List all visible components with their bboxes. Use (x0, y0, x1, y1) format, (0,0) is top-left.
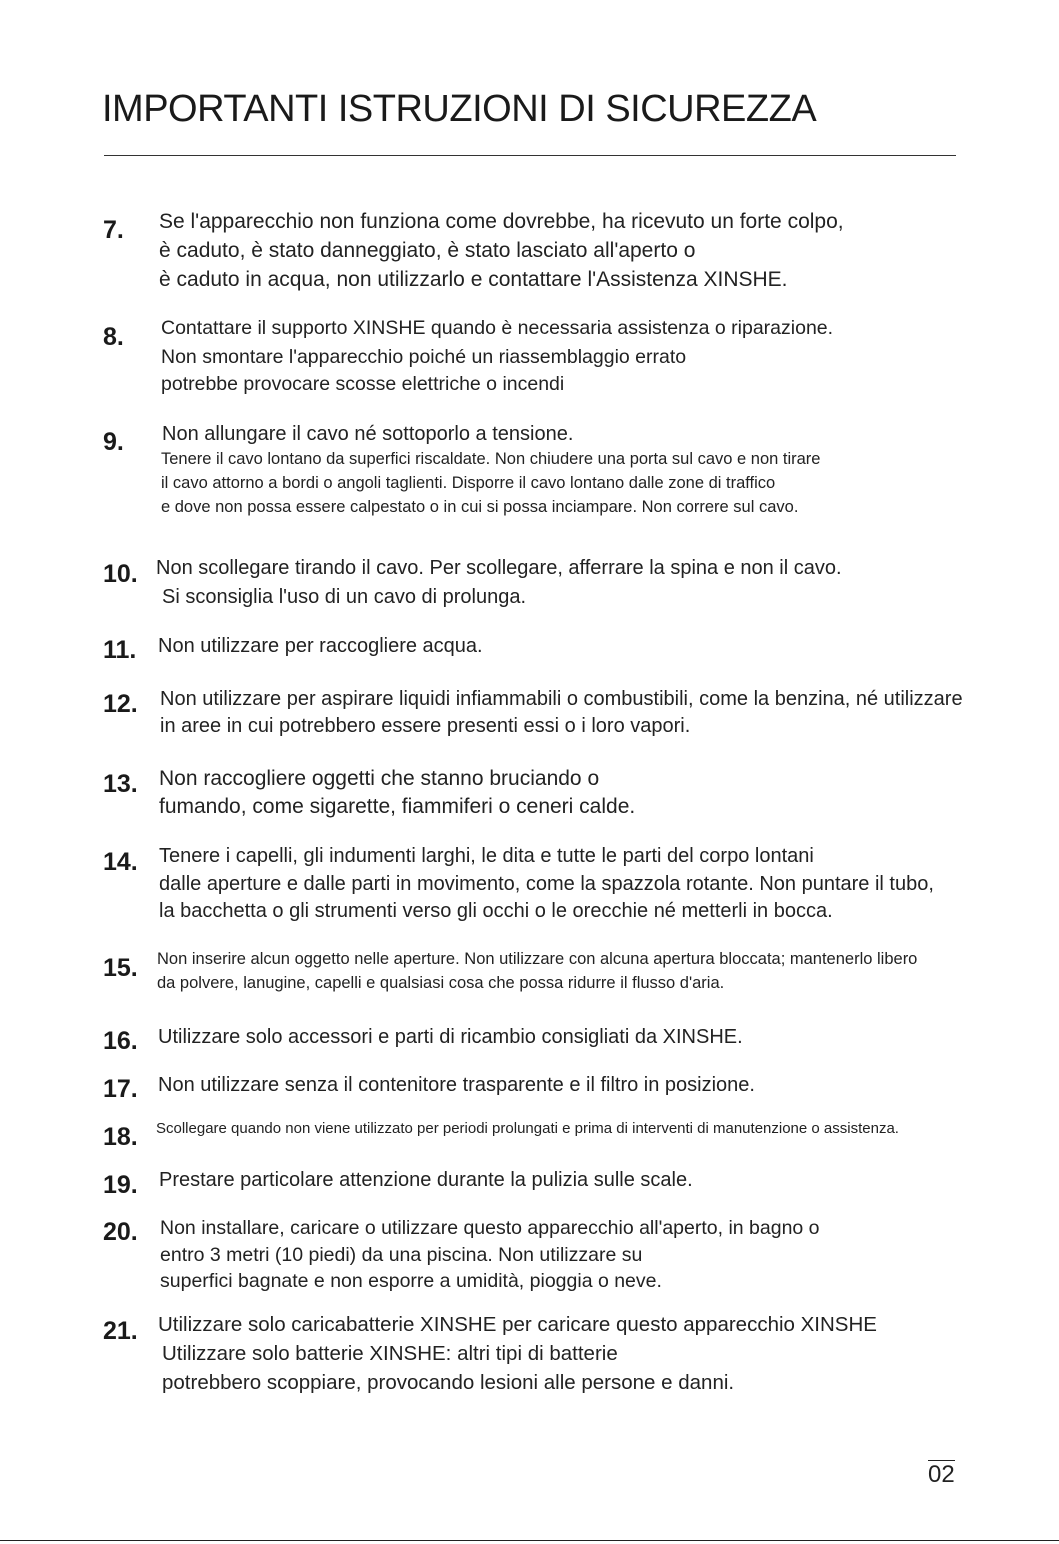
item-line: Contattare il supporto XINSHE quando è necessaria assistenza o riparazione. (161, 317, 834, 339)
item-line: Si sconsiglia l'uso di un cavo di prolunga. (162, 586, 527, 608)
item-number: 14. (103, 848, 138, 876)
item-number: 11. (103, 636, 137, 664)
page-number: 02 (928, 1461, 955, 1488)
bottom-divider (0, 1540, 1059, 1541)
page-title: IMPORTANTI ISTRUZIONI DI SICUREZZA (102, 88, 817, 130)
item-line: la bacchetta o gli strumenti verso gli occhi o le orecchie né metterli in bocca. (159, 900, 833, 922)
item-line: superfici bagnate e non esporre a umidità, pioggia o neve. (160, 1270, 662, 1292)
item-line: è caduto, è stato danneggiato, è stato lasciato all'aperto o (159, 239, 696, 262)
item-line: è caduto in acqua, non utilizzarlo e contattare l'Assistenza XINSHE. (159, 268, 788, 291)
item-number: 18. (103, 1123, 138, 1151)
item-line: Prestare particolare attenzione durante la pulizia sulle scale. (159, 1169, 693, 1191)
item-number: 20. (103, 1218, 138, 1246)
item-line: Tenere i capelli, gli indumenti larghi, le dita e tutte le parti del corpo lontani (159, 845, 814, 867)
item-line: Scollegare quando non viene utilizzato per periodi prolungati e prima di interventi di manutenzione o assistenza. (156, 1120, 899, 1137)
item-number: 16. (103, 1027, 138, 1055)
item-line: dalle aperture e dalle parti in movimento, come la spazzola rotante. Non puntare il tubo, (159, 873, 934, 895)
item-number: 17. (103, 1075, 138, 1103)
title-divider (104, 155, 956, 156)
item-line: Tenere il cavo lontano da superfici riscaldate. Non chiudere una porta sul cavo e non tirare (161, 450, 821, 468)
item-number: 7. (103, 216, 124, 244)
item-line: Non allungare il cavo né sottoporlo a tensione. (162, 423, 574, 445)
item-number: 13. (103, 770, 138, 798)
item-number: 9. (103, 428, 124, 456)
item-line: Non installare, caricare o utilizzare questo apparecchio all'aperto, in bagno o (160, 1217, 820, 1239)
item-line: il cavo attorno a bordi o angoli taglienti. Disporre il cavo lontano dalle zone di traffico (161, 474, 776, 492)
item-line: Non utilizzare senza il contenitore trasparente e il filtro in posizione. (158, 1074, 755, 1096)
item-line: Utilizzare solo accessori e parti di ricambio consigliati da XINSHE. (158, 1026, 743, 1048)
item-number: 21. (103, 1317, 138, 1345)
item-line: Non smontare l'apparecchio poiché un riassemblaggio errato (161, 346, 687, 368)
item-line: potrebbero scoppiare, provocando lesioni alle persone e danni. (162, 1371, 735, 1394)
item-line: Se l'apparecchio non funziona come dovrebbe, ha ricevuto un forte colpo, (159, 210, 844, 233)
item-line: potrebbe provocare scosse elettriche o incendi (161, 373, 565, 395)
item-line: Utilizzare solo batterie XINSHE: altri tipi di batterie (162, 1342, 618, 1365)
item-line: e dove non possa essere calpestato o in cui si possa inciampare. Non correre sul cavo. (161, 498, 799, 516)
item-line: Non scollegare tirando il cavo. Per scollegare, afferrare la spina e non il cavo. (156, 557, 842, 579)
item-line: da polvere, lanugine, capelli e qualsiasi cosa che possa ridurre il flusso d'aria. (157, 974, 725, 992)
item-line: Non utilizzare per aspirare liquidi infiammabili o combustibili, come la benzina, né utilizzare (160, 688, 963, 710)
item-number: 8. (103, 323, 124, 351)
item-line: in aree in cui potrebbero essere presenti essi o i loro vapori. (160, 715, 691, 737)
item-line: Utilizzare solo caricabatterie XINSHE per caricare questo apparecchio XINSHE (158, 1313, 877, 1336)
item-line: Non inserire alcun oggetto nelle aperture. Non utilizzare con alcuna apertura bloccata; mantenerlo libero (157, 950, 918, 968)
item-line: entro 3 metri (10 piedi) da una piscina. Non utilizzare su (160, 1244, 643, 1266)
item-line: fumando, come sigarette, fiammiferi o ceneri calde. (159, 795, 636, 818)
item-number: 19. (103, 1171, 138, 1199)
item-number: 15. (103, 954, 138, 982)
item-line: Non utilizzare per raccogliere acqua. (158, 635, 483, 657)
item-line: Non raccogliere oggetti che stanno bruciando o (159, 767, 600, 790)
item-number: 12. (103, 690, 138, 718)
item-number: 10. (103, 560, 138, 588)
